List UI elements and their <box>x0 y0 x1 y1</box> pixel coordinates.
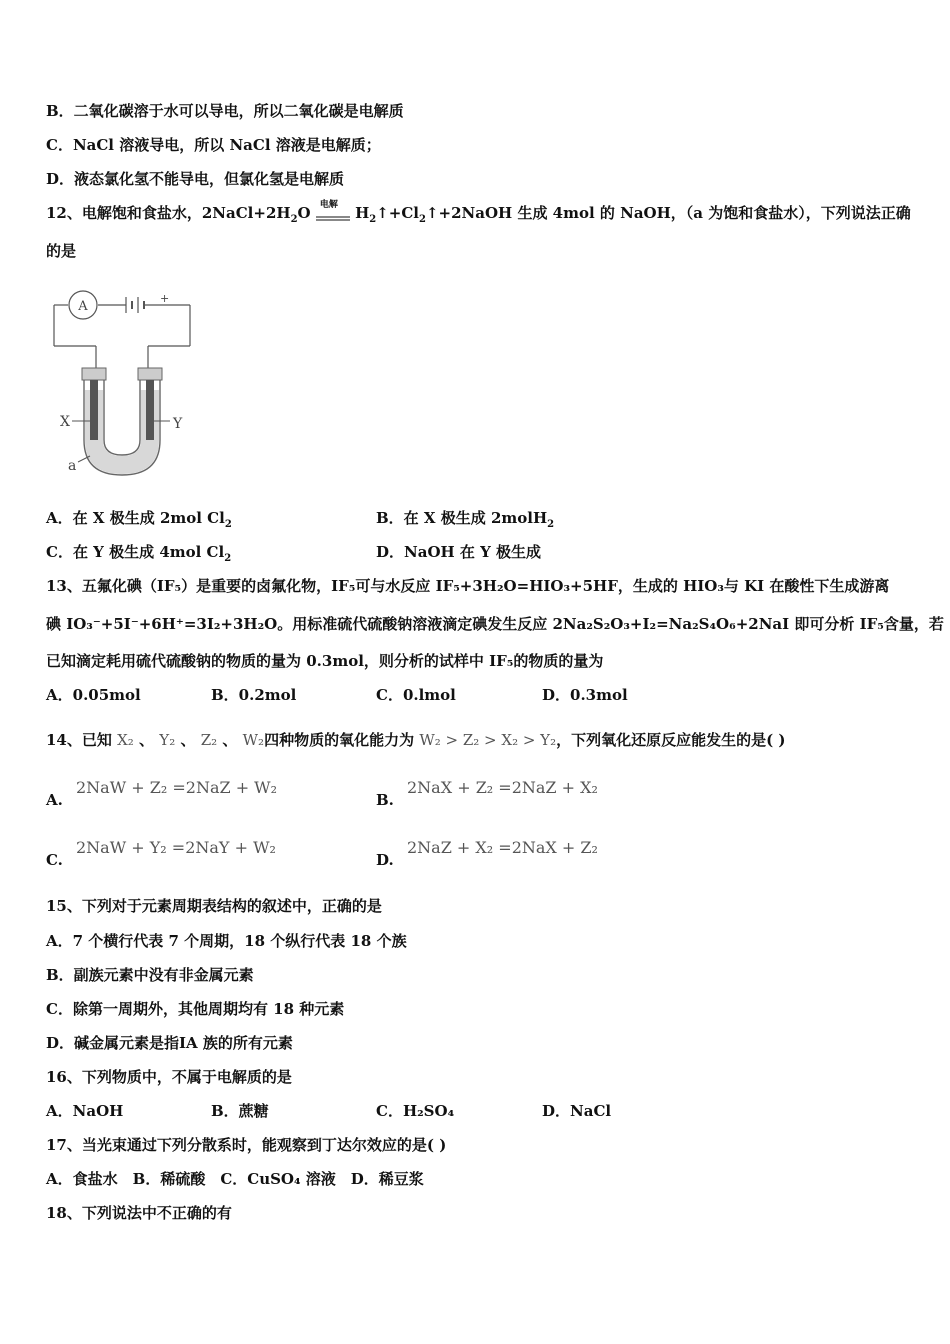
solution-a-label: a <box>68 458 77 474</box>
q11-option-d: D．液态氯化氢不能导电，但氯化氢是电解质 <box>46 170 345 188</box>
q15-stem: 15、下列对于元素周期表结构的叙述中，正确的是 <box>46 897 382 915</box>
q14-option-d: 2NaZ + X₂ =2NaX + Z₂ <box>407 838 598 857</box>
q12-option-d: D．NaOH 在 Y 极生成 <box>376 543 542 561</box>
q17-stem: 17、当光束通过下列分散系时，能观察到丁达尔效应的是( ) <box>46 1136 447 1154</box>
q14-option-c: 2NaW + Y₂ =2NaY + W₂ <box>76 838 276 857</box>
q15-option-a: A．7 个横行代表 7 个周期，18 个纵行代表 18 个族 <box>46 932 407 950</box>
equals-arrow-icon <box>316 209 350 223</box>
q13-stem-line1: 13、五氟化碘（IF₅）是重要的卤氟化物，IF₅可与水反应 IF₅+3H₂O=HIO₃+5HF，生成的 HIO₃与 KI 在酸性下生成游离 <box>46 577 890 595</box>
q17-options: A．食盐水 B．稀硫酸 C．CuSO₄ 溶液 D．稀豆浆 <box>46 1170 424 1188</box>
q16-option-d: D．NaCl <box>542 1102 612 1120</box>
q15-option-c: C．除第一周期外，其他周期均有 18 种元素 <box>46 1000 345 1018</box>
q14-stem: 14、已知 X₂ 、 Y₂ 、 Z₂ 、 W₂四种物质的氧化能力为 W₂ > Z₂ > X₂ > Y₂，下列氧化还原反应能发生的是( ) <box>46 731 786 749</box>
q14-option-a: 2NaW + Z₂ =2NaZ + W₂ <box>76 778 278 797</box>
oxidizing-order: W₂ > Z₂ > X₂ > Y₂ <box>419 731 557 749</box>
q14-option-b-label: B. <box>376 791 394 809</box>
q14-option-b: 2NaX + Z₂ =2NaZ + X₂ <box>407 778 598 797</box>
q12-stem-cont: 的是 <box>46 242 77 260</box>
q13-option-a: A．0.05mol <box>46 686 141 704</box>
q15-option-d: D．碱金属元素是指ⅠA 族的所有元素 <box>46 1034 293 1052</box>
q16-stem: 16、下列物质中，不属于电解质的是 <box>46 1068 292 1086</box>
q15-option-b: B．副族元素中没有非金属元素 <box>46 966 254 984</box>
species-z2: Z₂ <box>200 731 218 749</box>
q12-option-c: C．在 Y 极生成 4mol $Cl_2$ <box>46 543 232 564</box>
species-y2: Y₂ <box>159 731 176 749</box>
q13-stem-line3: 已知滴定耗用硫代硫酸钠的物质的量为 0.3mol，则分析的试样中 IF₅的物质的量为 <box>46 652 604 670</box>
q14-option-a-label: A. <box>46 791 63 809</box>
species-w2: W₂ <box>242 731 265 749</box>
electrode-x-label: X <box>60 414 70 430</box>
q12-option-a: A．在 X 极生成 2mol $Cl_2$ <box>46 509 232 530</box>
plus-label: + <box>160 292 170 305</box>
q11-option-c: C．NaCl 溶液导电，所以 NaCl 溶液是电解质； <box>46 136 381 154</box>
q14-option-d-label: D. <box>376 851 394 869</box>
electrolysis-diagram <box>46 280 204 480</box>
q13-option-d: D．0.3mol <box>542 686 628 704</box>
electrode-y-label: Y <box>173 416 183 432</box>
species-x2: X₂ <box>117 731 134 749</box>
q18-stem: 18、下列说法中不正确的有 <box>46 1204 232 1222</box>
q12-option-b: B．在 X 极生成 2molH$_2$ <box>376 509 555 530</box>
electrolysis-arrow: 电解 <box>316 207 350 221</box>
q12-stem: 12、电解饱和食盐水，$2NaCl+2H_2O$ 电解 $H_2↑+Cl_2↑+2NaOH$ 生成 4mol 的 NaOH，（a 为饱和食盐水），下列说法正确 <box>46 200 911 225</box>
q16-option-a: A．NaOH <box>46 1102 124 1120</box>
q11-option-b: B．二氧化碳溶于水可以导电，所以二氧化碳是电解质 <box>46 102 404 120</box>
q13-option-b: B．0.2mol <box>211 686 297 704</box>
q16-option-c: C．H₂SO₄ <box>376 1102 455 1120</box>
q13-option-c: C．0.lmol <box>376 686 456 704</box>
q14-option-c-label: C. <box>46 851 63 869</box>
q16-option-b: B．蔗糖 <box>211 1102 269 1120</box>
q13-stem-line2: 碘 IO₃⁻+5I⁻+6H⁺=3I₂+3H₂O。用标准硫代硫酸钠溶液滴定碘发生反应 2Na₂S₂O₃+I₂=Na₂S₄O₆+2NaI 即可分析 IF₅含量，若 <box>46 615 944 633</box>
ammeter-label: A <box>78 299 88 314</box>
